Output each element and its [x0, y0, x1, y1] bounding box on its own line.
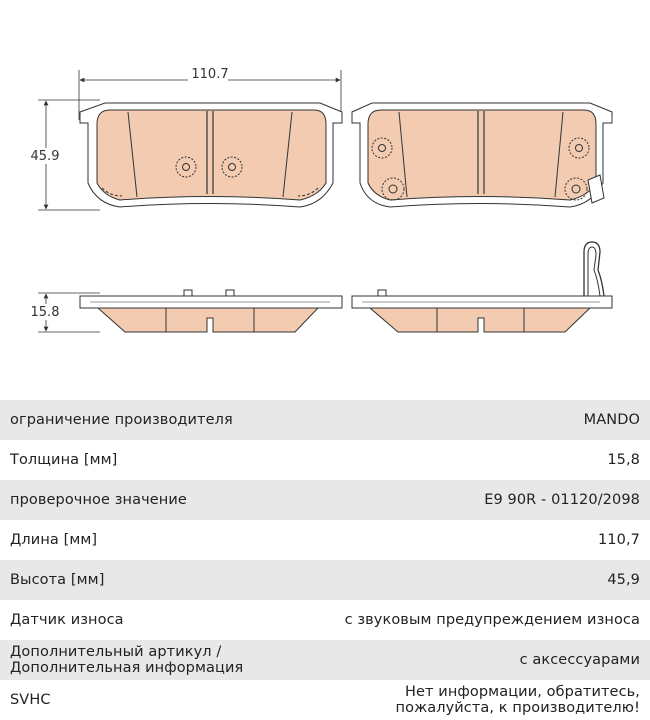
table-row: [0, 640, 650, 680]
height-label: 45.9: [30, 149, 60, 164]
table-row: [0, 400, 650, 440]
table-row: [0, 680, 650, 720]
spec-value: Нет информации, обратитесь, пожалуйста, к производителю!: [395, 684, 640, 716]
thickness-label: 15.8: [30, 305, 60, 320]
spec-value: 110,7: [597, 532, 640, 548]
spec-label: Высота [мм]: [10, 572, 105, 588]
right-pad-side-view: [352, 242, 612, 332]
table-row: [0, 600, 650, 640]
left-pad-side-view: [80, 290, 342, 332]
spec-value: с аксессуарами: [519, 652, 640, 668]
spec-value: с звуковым предупреждением износа: [344, 612, 640, 628]
spec-label: Датчик износа: [10, 612, 124, 628]
spec-label: SVHC: [10, 692, 51, 708]
table-row: [0, 520, 650, 560]
spec-label: проверочное значение: [10, 492, 187, 508]
spec-value: MANDO: [583, 412, 640, 428]
table-row: [0, 440, 650, 480]
spec-value: E9 90R - 01120/2098: [484, 492, 640, 508]
spec-label: Дополнительный артикул / Дополнительная информация: [10, 644, 244, 676]
table-row: [0, 560, 650, 600]
spec-value: 45,9: [607, 572, 640, 588]
spec-label: Толщина [мм]: [10, 452, 118, 468]
left-pad-front-view: [80, 103, 342, 207]
spec-label: Длина [мм]: [10, 532, 98, 548]
spec-value: 15,8: [607, 452, 640, 468]
spec-label: ограничение производителя: [10, 412, 233, 428]
specs-table: [0, 400, 650, 720]
table-row: [0, 480, 650, 520]
right-pad-front-view: [352, 103, 612, 207]
length-label: 110.7: [191, 67, 229, 82]
